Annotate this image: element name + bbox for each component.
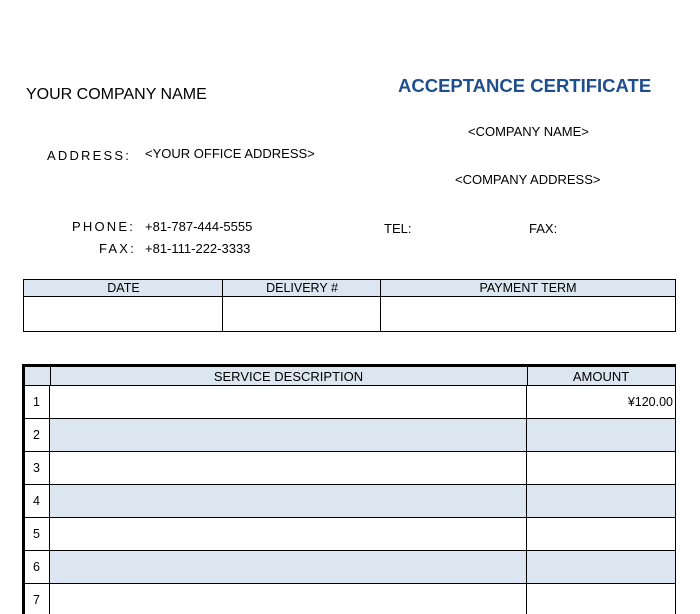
row-number: 6 [25, 551, 50, 583]
service-description-header: SERVICE DESCRIPTION [213, 369, 364, 384]
row-description[interactable] [50, 452, 527, 484]
fax-label: FAX: [99, 241, 136, 256]
row-description[interactable] [50, 551, 527, 583]
table-row [25, 485, 675, 518]
order-info-table [23, 279, 676, 332]
phone-value: +81-787-444-5555 [145, 219, 253, 234]
row-amount[interactable] [527, 419, 675, 451]
row-number: 4 [25, 485, 50, 517]
column-divider [222, 280, 223, 331]
recipient-company-name: <COMPANY NAME> [468, 124, 589, 139]
table-row [25, 518, 675, 551]
delivery-header: DELIVERY # [223, 280, 381, 297]
address-value: <YOUR OFFICE ADDRESS> [145, 146, 315, 161]
services-table [22, 364, 676, 614]
row-number: 1 [25, 386, 50, 418]
payment-term-header: PAYMENT TERM [381, 280, 675, 297]
row-description[interactable] [50, 584, 527, 614]
row-number: 5 [25, 518, 50, 550]
row-amount[interactable] [527, 584, 675, 614]
table-row [25, 584, 675, 614]
address-label: ADDRESS: [47, 148, 132, 163]
row-description[interactable] [50, 386, 527, 418]
row-amount[interactable]: ¥120.00 [627, 395, 673, 409]
row-description[interactable] [50, 419, 527, 451]
row-description[interactable] [50, 485, 527, 517]
row-amount[interactable] [527, 518, 675, 550]
amount-header: AMOUNT [572, 369, 630, 384]
date-header: DATE [24, 280, 223, 297]
services-header [25, 367, 675, 386]
recipient-tel-label: TEL: [384, 221, 412, 236]
recipient-fax-label: FAX: [529, 221, 558, 236]
recipient-company-address: <COMPANY ADDRESS> [455, 172, 601, 187]
table-row [25, 452, 675, 485]
table-row [25, 551, 675, 584]
table-row [25, 386, 675, 419]
phone-label: PHONE: [72, 219, 136, 234]
row-number: 2 [25, 419, 50, 451]
row-number: 7 [25, 584, 50, 614]
document-title: ACCEPTANCE CERTIFICATE [398, 75, 652, 96]
fax-value: +81-111-222-3333 [145, 241, 251, 256]
table-row [25, 419, 675, 452]
row-description[interactable] [50, 518, 527, 550]
row-amount[interactable] [527, 452, 675, 484]
sender-company-name: YOUR COMPANY NAME [26, 86, 207, 103]
row-number: 3 [25, 452, 50, 484]
row-amount[interactable] [527, 485, 675, 517]
column-divider [380, 280, 381, 331]
row-amount[interactable] [527, 551, 675, 583]
